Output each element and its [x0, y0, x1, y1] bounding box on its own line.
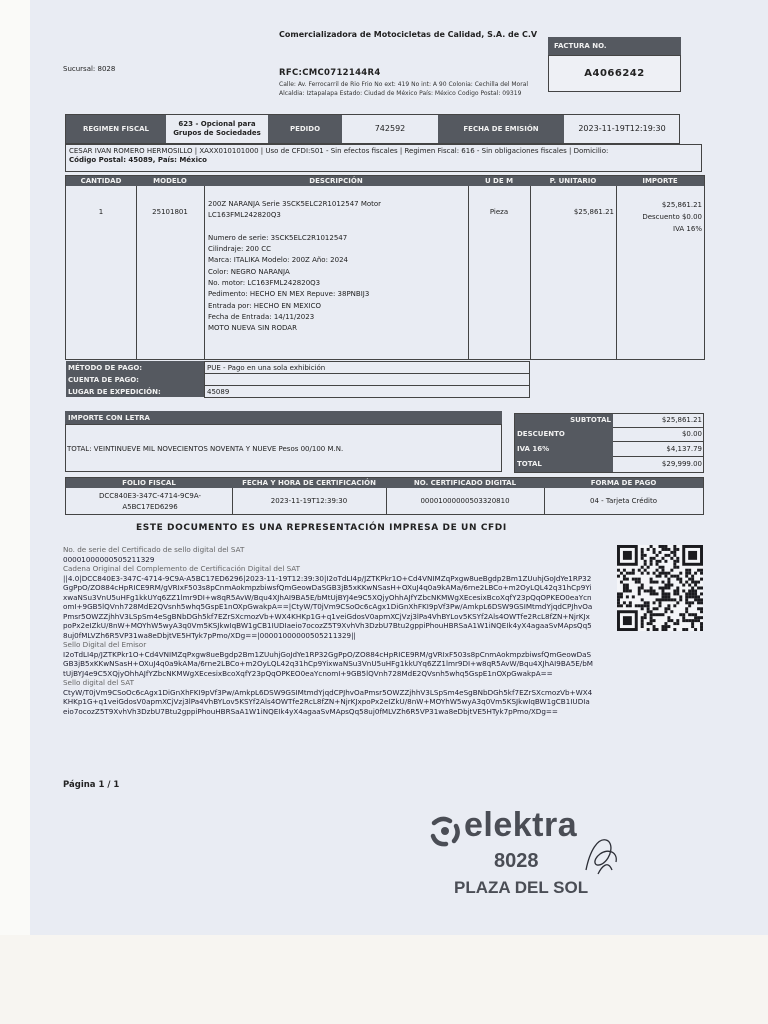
desc-line: Cilindraje: 200 CC — [208, 245, 271, 254]
desc-line: Entrada por: HECHO EN MEXICO — [208, 301, 321, 310]
receiver-line-2: Código Postal: 45089, País: México — [69, 156, 207, 165]
item-iva: IVA 16% — [673, 225, 702, 233]
elektra-stamp — [428, 806, 628, 912]
regimen-label: REGIMEN FISCAL — [66, 115, 166, 143]
sucursal-label: Sucursal: 8028 — [63, 65, 116, 73]
fecha-cert-value: 2023-11-19T12:39:30 — [270, 497, 348, 505]
desc-line: No. motor: LC163FML242820Q3 — [208, 279, 321, 288]
col-cantidad: CANTIDAD — [80, 177, 122, 185]
page-label: Página 1 / 1 — [63, 780, 120, 790]
elektra-logo-icon — [428, 814, 464, 848]
handwritten-signature — [578, 830, 624, 882]
metodo-pago-label: MÉTODO DE PAGO: — [68, 363, 143, 372]
emisor-seal-label: Sello Digital del Emisor — [63, 640, 147, 649]
col-modelo: MODELO — [153, 177, 187, 185]
item-cantidad: 1 — [98, 208, 104, 216]
stamp-plaza: PLAZA DEL SOL — [454, 878, 589, 897]
cfdi-title: ESTE DOCUMENTO ES UNA REPRESENTACIÓN IMPRESA DE UN CFDI — [136, 523, 507, 533]
lugar-expedicion-label: LUGAR DE EXPEDICIÓN: — [68, 387, 161, 396]
chain-value: ||4.0|DCC840E3-347C-4714-9C9A-A5BC17ED6296|2023-11-19T12:39:30|I2oTdLI4p/JZTKPkr1O+Cd4VNIMZqPxgw8ueBgdp2Bm1ZUuhjGoJdYe1RP32GgPpO/ZO884cHpRICE9RM/gVRIxF503s8pCnmAokmpzbiwsfQmGeowDaSGB3jB5xKKwNSasH+OXuJ4q0a9kAMa/6rne2LBCo+m2OyLQL42q31hCp9YixwaNSu3VnU5uHFg1kkUYq6ZZ1lmr9DI+w8qR5AvW/Bqu4XJhAI9BA5E/bMtUjBYJ4e9C5XQjyOhhAJfYZbcNKMWgXEcesixBcoXqfY23pQqOPKEO0eaYcnomI+9GB5lQVnh728MdE2QVsnh5whq5GspE1nOXpGwakpA==|CtyW/T0jVm9CSoOc6cAgx1DiGnXhFKI9pVf3Pw/AmkpL6DSW9GSIMtmdYjqdCPJhvOaPmsr5OWZZjhhV3LSpSm4eSgBNbDGh5kf7EZrSXcmozVb+WX4KHKp1G+q1veiGdosV0apmXCjVzj3lPa4VhBYLov5KSYf2Als4OWTfe2RcL8fZN+NjrKJxpoPx2eIZkU/8nW+MOYhW5wyA3q0Vm5KSJkwIqBW1gCB1IUDIaeio7ocozZ5T9XvhVh3DzbU7Btu2gppiPhouHBRSaA1W1iNQEIk4yX4agaaSvMApsQq58uj0fMLVZh6R5VP31wa8eDbjtVE5HTyk7pPmo/XDg==|00001000000505211329|| — [63, 573, 593, 640]
col-unitario: P. UNITARIO — [549, 177, 597, 185]
invoice-number-label: FACTURA NO. — [548, 37, 681, 55]
issuer-address: Calle: Av. Ferrocarril de Rio Frio No ext: 419 No int: A 90 Colonia: Cechilla del Moral Alcaldia: Iztapalapa Estado: Ciudad de México País: México Codigo Postal: 09319 — [279, 81, 529, 97]
issuer-rfc: RFC:CMC0712144R4 — [279, 68, 381, 78]
scan-bottom-margin — [0, 935, 768, 1024]
forma-pago-value: 04 - Tarjeta Crédito — [589, 497, 657, 505]
no-cert-value: 00001000000503320810 — [420, 497, 510, 505]
stamp-brand: elektra — [464, 806, 578, 844]
subtotal-label: SUBTOTAL — [570, 416, 611, 424]
emisor-seal-value: I2oTdLI4p/JZTKPkr1O+Cd4VNIMZqPxgw8ueBgdp2Bm1ZUuhjGoJdYe1RP32GgPpO/ZO884cHpRICE9RM/gVRIxF503s8pCnmAokmpzbiwsfQmGeowDaSGB3jB5xKKwNSasH+OXuJ4q0a9kAMa/6rne2LBCo+m2OyLQL42q31hCp9YixwaNSu3VnU5uHFg1kkUYq6ZZ1lmr9DI+w8qR5AvW/Bqu4XJhAI9BA5E/bMtUjBYJ4e9C5XQjyOhhAJfYZbcNKMWgXEcesixBcoXqfY23pQqOPKEO0eaYcnomI+9GB5lQVnh728MdE2QVsnh5whq5GspE1nOXpGwakpA== — [63, 649, 593, 678]
total-label: TOTAL — [517, 460, 542, 468]
no-cert-label: NO. CERTIFICADO DIGITAL — [413, 479, 517, 487]
sat-cert-label: No. de serie del Certificado de sello digital del SAT — [63, 545, 245, 554]
seal-block — [63, 545, 593, 716]
item-descuento: Descuento $0.00 — [642, 213, 702, 221]
item-udem: Pieza — [489, 208, 509, 216]
regimen-value: 623 - Opcional para Grupos de Sociedades — [173, 119, 261, 137]
cuenta-pago-label: CUENTA DE PAGO: — [68, 375, 139, 384]
lugar-expedicion-value: 45089 — [207, 388, 230, 396]
sat-cert-value: 00001000000505211329 — [63, 554, 155, 564]
item-importe: $25,861.21 — [661, 201, 702, 209]
issuer-name: Comercializadora de Motocicletas de Calidad, S.A. de C.V — [279, 30, 538, 39]
descuento-value: $0.00 — [681, 430, 702, 438]
receiver-line-1: CESAR IVAN ROMERO HERMOSILLO | XAXX010101000 | Uso de CFDI:S01 - Sin efectos fiscales | Regimen Fiscal: 616 - Sin obligaciones fiscales | Domicilio: — [69, 147, 609, 155]
descuento-label: DESCUENTO — [517, 430, 565, 438]
desc-line: Marca: ITALIKA Modelo: 200Z Año: 2024 — [208, 256, 348, 265]
item-unitario: $25,861.21 — [573, 208, 614, 216]
sat-seal-label: Sello digital del SAT — [63, 678, 134, 687]
importe-letra-label: IMPORTE CON LETRA — [65, 411, 502, 424]
desc-line: Color: NEGRO NARANJA — [208, 267, 290, 276]
col-descripcion: DESCRIPCIÓN — [309, 177, 363, 185]
chain-label: Cadena Original del Complemento de Certificación Digital del SAT — [63, 564, 301, 573]
invoice-number: A4066242 — [548, 55, 681, 92]
col-importe: IMPORTE — [642, 177, 678, 185]
subtotal-value: $25,861.21 — [661, 416, 702, 424]
item-modelo: 25101801 — [152, 208, 188, 216]
importe-letra-value: TOTAL: VEINTINUEVE MIL NOVECIENTOS NOVENTA Y NUEVE Pesos 00/100 M.N. — [67, 445, 344, 453]
stamp-store: 8028 — [494, 850, 539, 872]
metodo-pago-value: PUE - Pago en una sola exhibición — [207, 364, 326, 372]
pedido-value: 742592 — [374, 124, 406, 134]
iva-value: $4,137.79 — [666, 445, 702, 453]
desc-line — [208, 222, 466, 233]
item-importe-block — [616, 199, 702, 235]
desc-line: 200Z NARANJA Serie 3SCK5ELC2R1012547 Motor — [208, 200, 382, 208]
pedido-label: PEDIDO — [268, 115, 342, 143]
desc-line: MOTO NUEVA SIN RODAR — [208, 324, 297, 333]
folio-fiscal-label: FOLIO FISCAL — [122, 479, 176, 487]
qr-code — [617, 545, 703, 631]
total-value: $29,999.00 — [661, 460, 702, 468]
sat-seal-value: CtyW/T0jVm9CSoOc6cAgx1DiGnXhFKI9pVf3Pw/AmkpL6DSW9GSIMtmdYjqdCPJhvOaPmsr5OWZZjhhV3LSpSm4eSgBNbDGh5kf7EZrSXcmozVb+WX4KHKp1G+q1veiGdosV0apmXCjVzj3lPa4VhBYLov5KSYf2Als4OWTfe2RcL8fZN+NjrKJxpoPx2eIZkU/8nW+MOYhW5wyA3q0Vm5KSJkwIqBW1gCB1IUDIaeio7ocozZ5T9XvhVh3DzbU7Btu2gppiPhouHBRSaA1W1iNQEIk4yX4agaaSvMApsQq58uj0fMLVZh6R5VP31wa8eDbjtVE5HTyk7pPmo/XDg== — [63, 687, 593, 716]
desc-line: Pedimento: HECHO EN MEX Repuve: 38PNBIJ3 — [208, 290, 370, 299]
fecha-emision-value: 2023-11-19T12:19:30 — [578, 124, 666, 134]
desc-line: LC163FML242820Q3 — [208, 211, 281, 220]
iva-label: IVA 16% — [517, 445, 550, 453]
desc-line: Fecha de Entrada: 14/11/2023 — [208, 312, 315, 321]
col-udem: U DE M — [484, 177, 514, 185]
fecha-cert-label: FECHA Y HORA DE CERTIFICACIÓN — [242, 479, 376, 487]
fecha-emision-label: FECHA DE EMISIÓN — [438, 115, 564, 143]
forma-pago-label: FORMA DE PAGO — [590, 479, 657, 487]
item-description — [208, 199, 466, 335]
folio-fiscal-value: DCC840E3-347C-4714-9C9A-A5BC17ED6296 — [99, 492, 201, 511]
desc-line: Numero de serie: 3SCK5ELC2R1012547 — [208, 233, 348, 242]
